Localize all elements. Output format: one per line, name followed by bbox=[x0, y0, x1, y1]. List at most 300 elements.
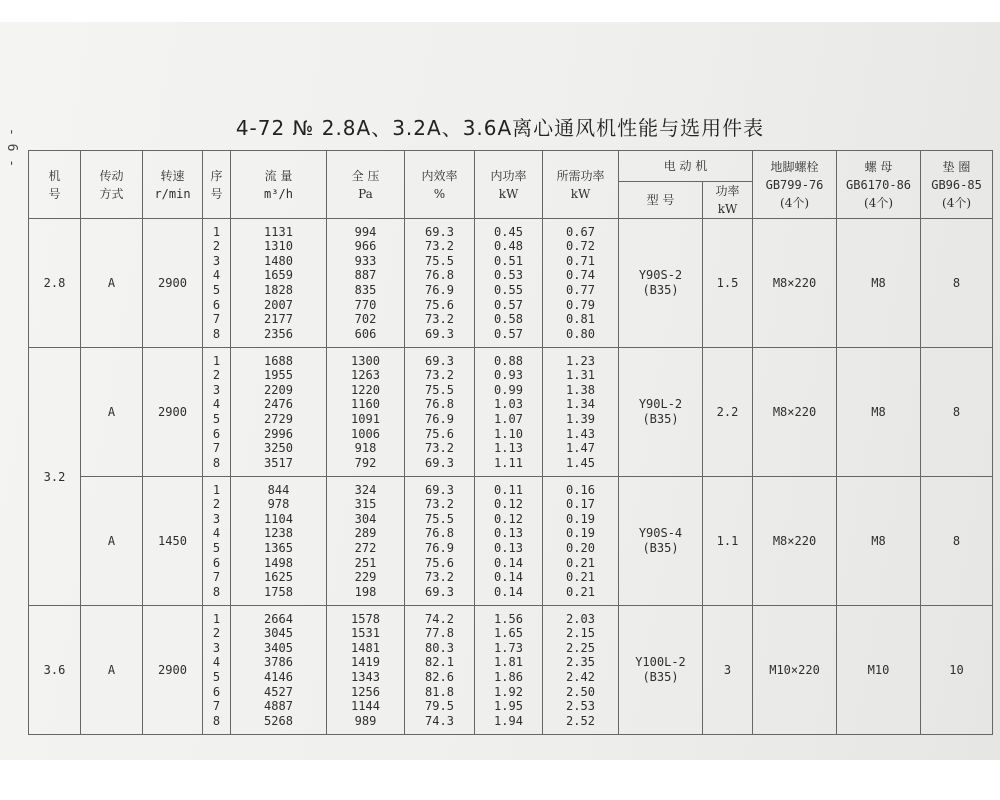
table-row bbox=[29, 219, 993, 348]
efficiency-value: 82.1 bbox=[425, 655, 454, 670]
efficiency-value: 76.9 bbox=[425, 541, 454, 555]
speed-cell: 2900 bbox=[143, 348, 203, 477]
flow-value: 1498 bbox=[264, 555, 293, 570]
seq-value: 7 bbox=[212, 312, 221, 327]
inner-power-value: 1.11 bbox=[494, 455, 523, 470]
seq-value: 4 bbox=[212, 526, 221, 541]
pressure-value: 315 bbox=[354, 497, 377, 512]
flow-cell bbox=[231, 348, 327, 477]
seq-value: 6 bbox=[212, 426, 221, 441]
flow-value: 4527 bbox=[264, 684, 293, 699]
inner-power-cell bbox=[475, 477, 543, 606]
inner-power-value: 1.86 bbox=[494, 670, 523, 684]
efficiency-value: 69.3 bbox=[425, 584, 454, 599]
seq-value: 1 bbox=[212, 353, 221, 368]
efficiency-value: 79.5 bbox=[425, 699, 454, 714]
header-efficiency: 内效率 % bbox=[405, 151, 475, 219]
required-power-value: 2.35 bbox=[566, 655, 595, 670]
header-required-power: 所需功率 kW bbox=[543, 151, 619, 219]
required-power-value: 1.34 bbox=[566, 397, 595, 412]
flow-value: 1625 bbox=[264, 570, 293, 585]
required-power-value: 0.81 bbox=[566, 312, 595, 327]
required-power-value: 0.16 bbox=[566, 482, 595, 497]
drive-cell: A bbox=[81, 606, 143, 735]
required-power-value: 2.50 bbox=[566, 684, 595, 699]
anchor-bolt-cell: M8×220 bbox=[753, 219, 837, 348]
inner-power-value: 1.13 bbox=[494, 441, 523, 456]
seq-value: 1 bbox=[212, 611, 221, 626]
efficiency-value: 80.3 bbox=[425, 640, 454, 655]
efficiency-value: 73.2 bbox=[425, 239, 454, 254]
inner-power-value: 0.58 bbox=[494, 312, 523, 327]
seq-value: 8 bbox=[212, 584, 221, 599]
inner-power-value: 0.45 bbox=[494, 224, 523, 239]
inner-power-value: 1.95 bbox=[494, 699, 523, 714]
header-inner-power: 内功率 kW bbox=[475, 151, 543, 219]
flow-value: 1955 bbox=[264, 368, 293, 383]
seq-value: 8 bbox=[212, 713, 221, 728]
drive-cell: A bbox=[81, 219, 143, 348]
efficiency-value: 74.3 bbox=[425, 713, 454, 728]
required-power-value: 0.21 bbox=[566, 555, 595, 570]
flow-value: 1238 bbox=[264, 526, 293, 541]
required-power-value: 0.67 bbox=[566, 224, 595, 239]
efficiency-column bbox=[405, 483, 474, 600]
pressure-value: 1144 bbox=[351, 699, 380, 714]
flow-value: 2996 bbox=[264, 426, 293, 441]
seq-value: 5 bbox=[212, 412, 221, 426]
motor-mount: (B35) bbox=[642, 541, 679, 555]
header-motor: 电 动 机 bbox=[619, 151, 753, 182]
required-power-cell bbox=[543, 348, 619, 477]
motor-power-cell: 2.2 bbox=[703, 348, 753, 477]
required-power-value: 1.23 bbox=[566, 353, 595, 368]
pressure-column bbox=[327, 354, 404, 471]
efficiency-value: 69.3 bbox=[425, 326, 454, 341]
required-power-value: 1.39 bbox=[566, 412, 595, 426]
seq-value: 6 bbox=[212, 555, 221, 570]
header-washer: 垫 圈 GB96-85 (4个) bbox=[921, 151, 993, 219]
efficiency-cell bbox=[405, 219, 475, 348]
seq-value: 2 bbox=[212, 368, 221, 383]
inner-power-value: 1.56 bbox=[494, 611, 523, 626]
flow-value: 5268 bbox=[264, 713, 293, 728]
inner-power-value: 0.14 bbox=[494, 584, 523, 599]
required-power-value: 2.03 bbox=[566, 611, 595, 626]
document-page bbox=[0, 22, 1000, 760]
pressure-value: 835 bbox=[354, 283, 377, 297]
efficiency-value: 69.3 bbox=[425, 224, 454, 239]
efficiency-column bbox=[405, 354, 474, 471]
pressure-value: 304 bbox=[354, 511, 377, 526]
flow-value: 1688 bbox=[264, 353, 293, 368]
pressure-column bbox=[327, 483, 404, 600]
header-nut: 螺 母 GB6170-86 (4个) bbox=[837, 151, 921, 219]
header-flow: 流 量 m³/h bbox=[231, 151, 327, 219]
required-power-cell bbox=[543, 219, 619, 348]
seq-value: 2 bbox=[212, 626, 221, 641]
page-number: - 6 - bbox=[4, 128, 19, 168]
required-power-value: 1.38 bbox=[566, 382, 595, 397]
inner-power-value: 1.07 bbox=[494, 412, 523, 426]
efficiency-value: 75.5 bbox=[425, 382, 454, 397]
required-power-value: 0.19 bbox=[566, 511, 595, 526]
required-power-value: 0.21 bbox=[566, 584, 595, 599]
drive-cell: A bbox=[81, 348, 143, 477]
motor-power-cell: 1.1 bbox=[703, 477, 753, 606]
efficiency-value: 76.8 bbox=[425, 268, 454, 283]
flow-value: 2007 bbox=[264, 297, 293, 312]
inner-power-value: 1.03 bbox=[494, 397, 523, 412]
motor-mount: (B35) bbox=[642, 670, 679, 684]
required-power-value: 2.53 bbox=[566, 699, 595, 714]
inner-power-value: 1.65 bbox=[494, 626, 523, 641]
inner-power-value: 0.51 bbox=[494, 253, 523, 268]
anchor-bolt-cell: M10×220 bbox=[753, 606, 837, 735]
nut-cell: M8 bbox=[837, 219, 921, 348]
pressure-value: 1256 bbox=[351, 684, 380, 699]
efficiency-value: 73.2 bbox=[425, 570, 454, 585]
pressure-value: 324 bbox=[354, 482, 377, 497]
pressure-value: 289 bbox=[354, 526, 377, 541]
inner-power-value: 0.53 bbox=[494, 268, 523, 283]
seq-column bbox=[203, 483, 230, 600]
pressure-value: 1343 bbox=[351, 670, 380, 684]
flow-cell bbox=[231, 477, 327, 606]
inner-power-value: 0.99 bbox=[494, 382, 523, 397]
pressure-cell bbox=[327, 219, 405, 348]
motor-model: Y90S-4 bbox=[638, 526, 683, 540]
efficiency-cell bbox=[405, 477, 475, 606]
drive-cell: A bbox=[81, 477, 143, 606]
pressure-value: 989 bbox=[354, 713, 377, 728]
required-power-cell bbox=[543, 477, 619, 606]
efficiency-value: 75.6 bbox=[425, 297, 454, 312]
inner-power-value: 0.12 bbox=[494, 511, 523, 526]
washer-cell: 10 bbox=[921, 606, 993, 735]
pressure-value: 1006 bbox=[351, 426, 380, 441]
seq-value: 1 bbox=[212, 482, 221, 497]
table-title: 4-72 № 2.8A、3.2A、3.6A离心通风机性能与选用件表 bbox=[235, 116, 765, 140]
nut-cell: M8 bbox=[837, 348, 921, 477]
efficiency-value: 75.5 bbox=[425, 253, 454, 268]
required-power-value: 0.17 bbox=[566, 497, 595, 512]
pressure-value: 933 bbox=[354, 253, 377, 268]
efficiency-column bbox=[405, 225, 474, 342]
required-power-value: 0.77 bbox=[566, 283, 595, 297]
required-power-value: 2.25 bbox=[566, 640, 595, 655]
inner-power-value: 0.48 bbox=[494, 239, 523, 254]
flow-value: 2356 bbox=[264, 326, 293, 341]
fan-performance-table bbox=[28, 150, 993, 735]
seq-value: 1 bbox=[212, 224, 221, 239]
inner-power-column bbox=[475, 225, 542, 342]
inner-power-value: 0.12 bbox=[494, 497, 523, 512]
efficiency-value: 74.2 bbox=[425, 611, 454, 626]
pressure-value: 887 bbox=[354, 268, 377, 283]
required-power-value: 0.71 bbox=[566, 253, 595, 268]
efficiency-value: 69.3 bbox=[425, 455, 454, 470]
required-power-value: 2.42 bbox=[566, 670, 595, 684]
speed-cell: 2900 bbox=[143, 219, 203, 348]
pressure-cell bbox=[327, 348, 405, 477]
header-pressure: 全 压 Pa bbox=[327, 151, 405, 219]
efficiency-value: 75.5 bbox=[425, 511, 454, 526]
seq-value: 6 bbox=[212, 297, 221, 312]
flow-column bbox=[231, 225, 326, 342]
pressure-value: 1160 bbox=[351, 397, 380, 412]
required-power-value: 1.45 bbox=[566, 455, 595, 470]
required-power-value: 1.31 bbox=[566, 368, 595, 383]
required-power-value: 1.43 bbox=[566, 426, 595, 441]
inner-power-value: 0.11 bbox=[494, 482, 523, 497]
efficiency-value: 69.3 bbox=[425, 482, 454, 497]
pressure-value: 1481 bbox=[351, 640, 380, 655]
flow-value: 3786 bbox=[264, 655, 293, 670]
seq-value: 2 bbox=[212, 497, 221, 512]
seq-value: 7 bbox=[212, 570, 221, 585]
inner-power-value: 0.93 bbox=[494, 368, 523, 383]
pressure-value: 702 bbox=[354, 312, 377, 327]
washer-cell: 8 bbox=[921, 219, 993, 348]
motor-power-cell: 3 bbox=[703, 606, 753, 735]
pressure-value: 1300 bbox=[351, 353, 380, 368]
inner-power-value: 1.94 bbox=[494, 713, 523, 728]
efficiency-column bbox=[405, 612, 474, 729]
pressure-value: 251 bbox=[354, 555, 377, 570]
pressure-value: 918 bbox=[354, 441, 377, 456]
efficiency-value: 76.8 bbox=[425, 397, 454, 412]
washer-cell: 8 bbox=[921, 477, 993, 606]
model-cell: 3.2 bbox=[29, 348, 81, 606]
required-power-value: 0.19 bbox=[566, 526, 595, 541]
required-power-column bbox=[543, 612, 618, 729]
seq-value: 5 bbox=[212, 541, 221, 555]
table-row bbox=[29, 606, 993, 735]
header-speed: 转速 r/min bbox=[143, 151, 203, 219]
seq-value: 3 bbox=[212, 511, 221, 526]
pressure-value: 198 bbox=[354, 584, 377, 599]
model-cell: 3.6 bbox=[29, 606, 81, 735]
inner-power-value: 1.10 bbox=[494, 426, 523, 441]
motor-model: Y100L-2 bbox=[635, 655, 686, 669]
required-power-column bbox=[543, 225, 618, 342]
flow-column bbox=[231, 483, 326, 600]
motor-model-cell bbox=[619, 606, 703, 735]
inner-power-column bbox=[475, 483, 542, 600]
efficiency-cell bbox=[405, 348, 475, 477]
flow-value: 1104 bbox=[264, 511, 293, 526]
efficiency-value: 82.6 bbox=[425, 670, 454, 684]
required-power-value: 0.72 bbox=[566, 239, 595, 254]
efficiency-value: 75.6 bbox=[425, 426, 454, 441]
pressure-value: 1578 bbox=[351, 611, 380, 626]
pressure-value: 994 bbox=[354, 224, 377, 239]
flow-value: 978 bbox=[267, 497, 290, 512]
nut-cell: M8 bbox=[837, 477, 921, 606]
required-power-value: 0.21 bbox=[566, 570, 595, 585]
inner-power-column bbox=[475, 354, 542, 471]
inner-power-value: 1.73 bbox=[494, 640, 523, 655]
efficiency-value: 77.8 bbox=[425, 626, 454, 641]
seq-value: 8 bbox=[212, 326, 221, 341]
flow-value: 1828 bbox=[264, 283, 293, 297]
required-power-value: 0.20 bbox=[566, 541, 595, 555]
washer-cell: 8 bbox=[921, 348, 993, 477]
efficiency-value: 81.8 bbox=[425, 684, 454, 699]
seq-value: 6 bbox=[212, 684, 221, 699]
pressure-value: 1419 bbox=[351, 655, 380, 670]
motor-model: Y90S-2 bbox=[638, 268, 683, 282]
flow-cell bbox=[231, 606, 327, 735]
efficiency-value: 73.2 bbox=[425, 368, 454, 383]
pressure-cell bbox=[327, 606, 405, 735]
motor-model-cell bbox=[619, 219, 703, 348]
flow-value: 1659 bbox=[264, 268, 293, 283]
seq-value: 7 bbox=[212, 441, 221, 456]
seq-column bbox=[203, 354, 230, 471]
inner-power-column bbox=[475, 612, 542, 729]
pressure-value: 1263 bbox=[351, 368, 380, 383]
nut-cell: M10 bbox=[837, 606, 921, 735]
flow-value: 2209 bbox=[264, 382, 293, 397]
inner-power-value: 0.14 bbox=[494, 555, 523, 570]
seq-value: 3 bbox=[212, 253, 221, 268]
efficiency-value: 69.3 bbox=[425, 353, 454, 368]
model-cell: 2.8 bbox=[29, 219, 81, 348]
pressure-value: 229 bbox=[354, 570, 377, 585]
efficiency-value: 76.9 bbox=[425, 412, 454, 426]
required-power-value: 2.15 bbox=[566, 626, 595, 641]
flow-cell bbox=[231, 219, 327, 348]
motor-model: Y90L-2 bbox=[638, 397, 683, 411]
required-power-value: 1.47 bbox=[566, 441, 595, 456]
efficiency-value: 73.2 bbox=[425, 441, 454, 456]
pressure-value: 966 bbox=[354, 239, 377, 254]
flow-value: 1310 bbox=[264, 239, 293, 254]
pressure-value: 1091 bbox=[351, 412, 380, 426]
inner-power-value: 0.57 bbox=[494, 297, 523, 312]
inner-power-value: 0.13 bbox=[494, 541, 523, 555]
inner-power-value: 1.81 bbox=[494, 655, 523, 670]
header-drive: 传动 方式 bbox=[81, 151, 143, 219]
motor-mount: (B35) bbox=[642, 283, 679, 297]
pressure-column bbox=[327, 612, 404, 729]
required-power-cell bbox=[543, 606, 619, 735]
pressure-cell bbox=[327, 477, 405, 606]
seq-value: 7 bbox=[212, 699, 221, 714]
flow-value: 3250 bbox=[264, 441, 293, 456]
flow-value: 4887 bbox=[264, 699, 293, 714]
table-row bbox=[29, 477, 993, 606]
motor-model-cell bbox=[619, 348, 703, 477]
pressure-value: 792 bbox=[354, 455, 377, 470]
seq-value: 3 bbox=[212, 382, 221, 397]
required-power-value: 0.74 bbox=[566, 268, 595, 283]
motor-power-cell: 1.5 bbox=[703, 219, 753, 348]
inner-power-value: 0.57 bbox=[494, 326, 523, 341]
inner-power-value: 1.92 bbox=[494, 684, 523, 699]
speed-cell: 1450 bbox=[143, 477, 203, 606]
header-anchor-bolt: 地脚螺栓 GB799-76 (4个) bbox=[753, 151, 837, 219]
inner-power-cell bbox=[475, 606, 543, 735]
seq-cell bbox=[203, 348, 231, 477]
pressure-value: 606 bbox=[354, 326, 377, 341]
flow-column bbox=[231, 354, 326, 471]
flow-value: 1365 bbox=[264, 541, 293, 555]
anchor-bolt-cell: M8×220 bbox=[753, 348, 837, 477]
header-motor-power: 功率 kW bbox=[703, 182, 753, 219]
flow-value: 1480 bbox=[264, 253, 293, 268]
seq-value: 4 bbox=[212, 268, 221, 283]
motor-mount: (B35) bbox=[642, 412, 679, 426]
inner-power-cell bbox=[475, 348, 543, 477]
required-power-column bbox=[543, 354, 618, 471]
inner-power-value: 0.88 bbox=[494, 353, 523, 368]
seq-value: 8 bbox=[212, 455, 221, 470]
efficiency-value: 73.2 bbox=[425, 312, 454, 327]
flow-value: 3405 bbox=[264, 640, 293, 655]
pressure-value: 770 bbox=[354, 297, 377, 312]
pressure-value: 272 bbox=[354, 541, 377, 555]
required-power-value: 0.80 bbox=[566, 326, 595, 341]
anchor-bolt-cell: M8×220 bbox=[753, 477, 837, 606]
header-seq: 序 号 bbox=[203, 151, 231, 219]
pressure-value: 1531 bbox=[351, 626, 380, 641]
required-power-value: 0.79 bbox=[566, 297, 595, 312]
efficiency-value: 76.9 bbox=[425, 283, 454, 297]
seq-column bbox=[203, 225, 230, 342]
flow-value: 3517 bbox=[264, 455, 293, 470]
flow-value: 3045 bbox=[264, 626, 293, 641]
table-body bbox=[29, 219, 993, 735]
seq-value: 3 bbox=[212, 640, 221, 655]
seq-cell bbox=[203, 477, 231, 606]
inner-power-value: 0.14 bbox=[494, 570, 523, 585]
seq-value: 5 bbox=[212, 670, 221, 684]
table-row bbox=[29, 348, 993, 477]
flow-value: 1758 bbox=[264, 584, 293, 599]
inner-power-cell bbox=[475, 219, 543, 348]
header-model: 机 号 bbox=[29, 151, 81, 219]
header-motor-model: 型 号 bbox=[619, 182, 703, 219]
seq-value: 4 bbox=[212, 397, 221, 412]
seq-cell bbox=[203, 219, 231, 348]
efficiency-value: 76.8 bbox=[425, 526, 454, 541]
required-power-value: 2.52 bbox=[566, 713, 595, 728]
flow-value: 2664 bbox=[264, 611, 293, 626]
flow-value: 844 bbox=[267, 482, 290, 497]
seq-value: 5 bbox=[212, 283, 221, 297]
inner-power-value: 0.13 bbox=[494, 526, 523, 541]
pressure-value: 1220 bbox=[351, 382, 380, 397]
seq-value: 4 bbox=[212, 655, 221, 670]
flow-value: 4146 bbox=[264, 670, 293, 684]
flow-column bbox=[231, 612, 326, 729]
motor-model-cell bbox=[619, 477, 703, 606]
header-row bbox=[29, 151, 993, 182]
required-power-column bbox=[543, 483, 618, 600]
efficiency-value: 75.6 bbox=[425, 555, 454, 570]
flow-value: 2177 bbox=[264, 312, 293, 327]
seq-cell bbox=[203, 606, 231, 735]
flow-value: 2476 bbox=[264, 397, 293, 412]
pressure-column bbox=[327, 225, 404, 342]
speed-cell: 2900 bbox=[143, 606, 203, 735]
seq-column bbox=[203, 612, 230, 729]
inner-power-value: 0.55 bbox=[494, 283, 523, 297]
seq-value: 2 bbox=[212, 239, 221, 254]
